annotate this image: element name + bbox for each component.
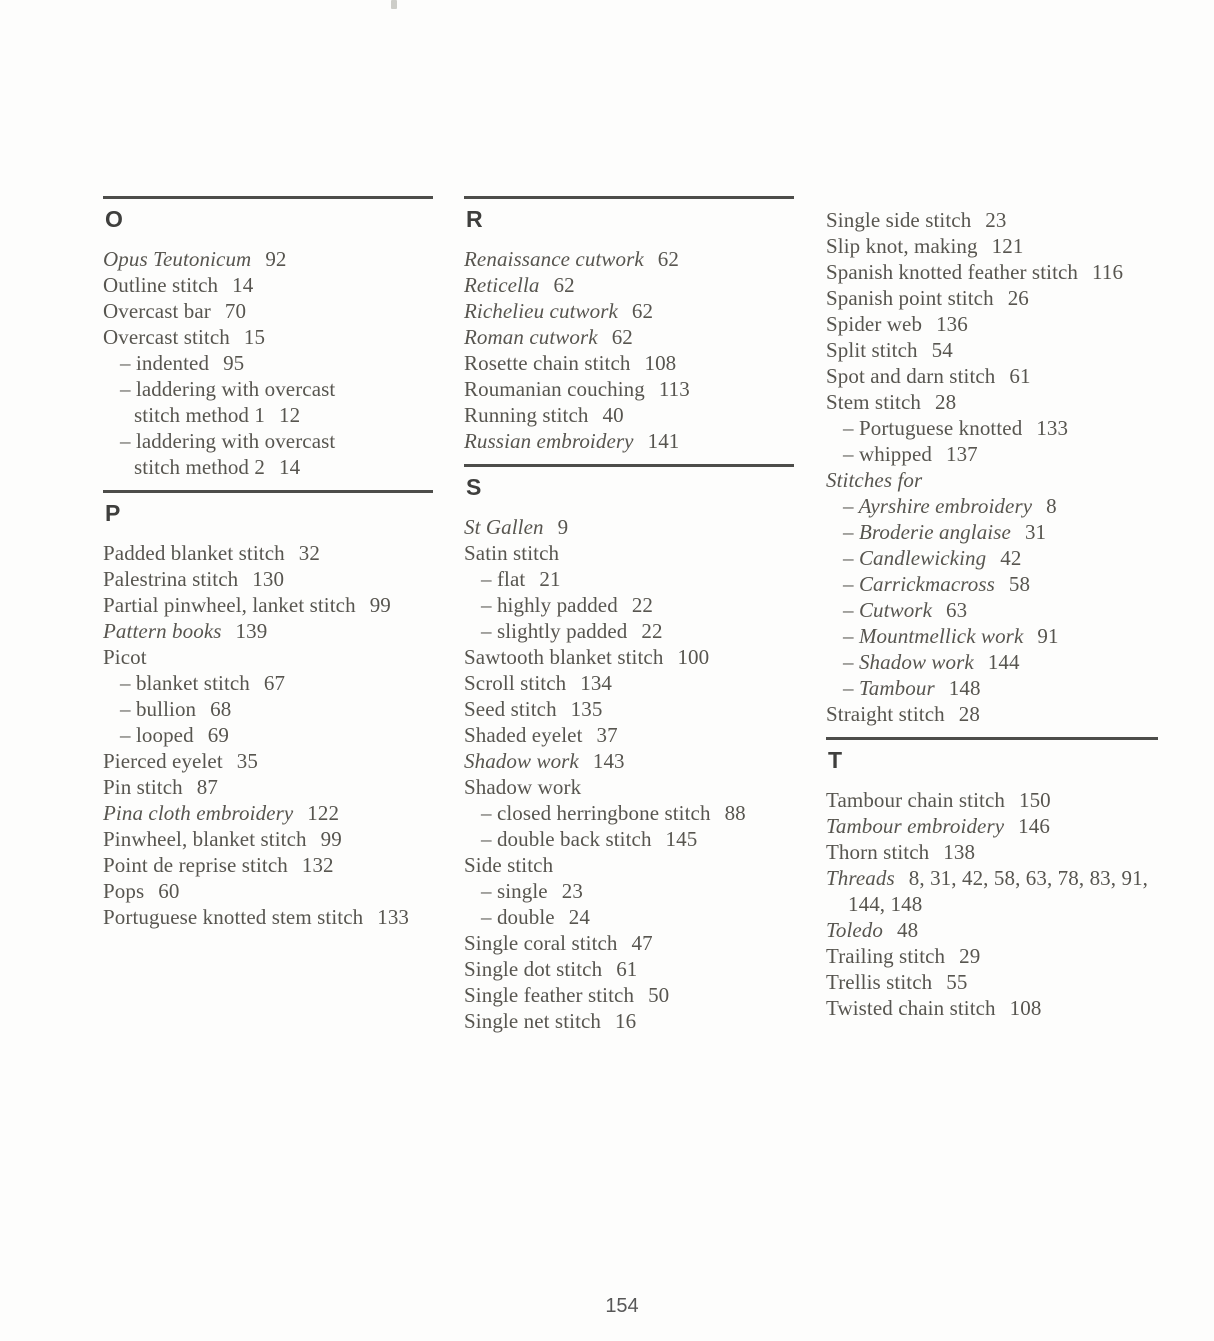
entry-page-number: 14	[279, 455, 301, 479]
index-entry	[103, 540, 433, 566]
entry-page-number: 60	[158, 879, 180, 903]
entry-page-number: 108	[644, 351, 677, 375]
index-entry	[464, 696, 794, 722]
section-letter-heading: S	[466, 474, 482, 500]
entry-text: – laddering with overcast	[120, 377, 336, 401]
index-entry	[826, 415, 1158, 441]
index-entry	[826, 891, 1158, 917]
entry-page-number: 42	[1000, 546, 1022, 570]
entry-text: – bullion	[120, 697, 197, 721]
index-entry	[464, 774, 794, 800]
entry-text: Spider web	[826, 312, 923, 336]
index-entry	[464, 644, 794, 670]
entry-text: Shadow work	[464, 775, 582, 799]
entry-page-number: 54	[931, 338, 953, 362]
entry-page-number: 69	[207, 723, 229, 747]
index-entry	[103, 852, 433, 878]
entry-text: Overcast stitch	[103, 325, 230, 349]
entry-text: Slip knot, making	[826, 234, 978, 258]
entry-page-number: 141	[647, 429, 680, 453]
entry-page-number: 16	[615, 1009, 637, 1033]
index-entry	[464, 956, 794, 982]
entry-page-number: 116	[1092, 260, 1124, 284]
entry-text: Point de reprise stitch	[103, 853, 288, 877]
entry-text: Spot and darn stitch	[826, 364, 996, 388]
index-entry	[826, 839, 1158, 865]
index-entry	[826, 787, 1158, 813]
entry-page-number: 50	[648, 983, 670, 1007]
entry-page-number: 24	[568, 905, 590, 929]
entry-text: Single coral stitch	[464, 931, 618, 955]
entry-page-number: 62	[553, 273, 575, 297]
entry-page-number: 108	[1009, 996, 1042, 1020]
entry-page-number: 8	[1046, 494, 1057, 518]
index-entry	[103, 774, 433, 800]
index-entry	[826, 233, 1158, 259]
entry-text: Pin stitch	[103, 775, 183, 799]
index-entry	[826, 701, 1158, 727]
index-entry	[464, 350, 794, 376]
entry-text: Satin stitch	[464, 541, 560, 565]
index-section-r	[464, 196, 794, 454]
index-entry	[826, 865, 1158, 891]
entry-page-number: 62	[611, 325, 633, 349]
section-divider-rule	[464, 464, 794, 467]
index-entry	[103, 428, 433, 454]
entry-page-number: 67	[263, 671, 286, 695]
entry-text: Overcast bar	[103, 299, 211, 323]
section-divider-rule	[103, 490, 433, 493]
entry-page-number: 143	[592, 749, 625, 773]
index-entry	[826, 311, 1158, 337]
entry-list	[103, 540, 433, 930]
entry-text: Trailing stitch	[826, 944, 946, 968]
entry-page-number: 95	[223, 351, 245, 375]
index-entry	[826, 467, 1158, 493]
index-entry	[826, 207, 1158, 233]
section-letter-heading: O	[105, 206, 124, 232]
entry-text: – Portuguese knotted	[843, 416, 1023, 440]
index-entry	[464, 1008, 794, 1034]
entry-text: – double	[481, 905, 555, 929]
index-entry	[826, 519, 1158, 545]
index-entry	[464, 402, 794, 428]
section-letter-heading: T	[828, 747, 843, 773]
entry-text: – highly padded	[481, 593, 618, 617]
entry-page-number: 61	[616, 957, 638, 981]
index-entry	[464, 592, 794, 618]
index-entry	[103, 566, 433, 592]
entry-text: Single side stitch	[826, 208, 972, 232]
index-entry	[464, 904, 794, 930]
index-entry	[464, 272, 794, 298]
entry-text: Split stitch	[826, 338, 918, 362]
entry-text: Trellis stitch	[826, 970, 933, 994]
entry-page-number: 23	[561, 879, 583, 903]
entry-page-number: 68	[210, 697, 232, 721]
entry-page-number: 22	[641, 619, 663, 643]
entry-text: Pina cloth embroidery	[103, 801, 294, 825]
entry-page-number: 29	[959, 944, 981, 968]
entry-text: Threads	[826, 866, 895, 890]
index-entry	[103, 722, 433, 748]
entry-text: – whipped	[843, 442, 932, 466]
index-entry	[103, 272, 433, 298]
entry-page-number: 113	[658, 377, 690, 401]
entry-text: Partial pinwheel, lanket stitch	[103, 593, 356, 617]
index-entry	[464, 618, 794, 644]
entry-page-number: 28	[958, 702, 980, 726]
entry-page-number: 134	[580, 671, 613, 695]
index-section-p	[103, 490, 433, 930]
entry-text: Palestrina stitch	[103, 567, 239, 591]
entry-text: Tambour chain stitch	[826, 788, 1005, 812]
entry-text: Russian embroidery	[464, 429, 634, 453]
index-entry	[464, 376, 794, 402]
entry-text: Pinwheel, blanket stitch	[103, 827, 307, 851]
index-entry	[464, 800, 794, 826]
entry-page-number: 47	[631, 931, 653, 955]
index-entry	[826, 363, 1158, 389]
entry-text: – laddering with overcast	[120, 429, 336, 453]
entry-text: Richelieu cutwork	[464, 299, 618, 323]
scan-speck-artifact	[391, 0, 397, 9]
entry-page-number: 99	[369, 593, 391, 617]
index-entry	[826, 623, 1158, 649]
entry-text: – blanket stitch	[120, 671, 250, 695]
entry-text: Reticella	[464, 273, 540, 297]
index-entry	[103, 696, 433, 722]
entry-page-number: 70	[224, 299, 247, 323]
entry-text: Pattern books	[103, 619, 222, 643]
entry-text: Outline stitch	[103, 273, 219, 297]
index-entry	[826, 259, 1158, 285]
entry-text: – Shadow work	[843, 650, 974, 674]
entry-text: Single dot stitch	[464, 957, 603, 981]
entry-text: Picot	[103, 645, 147, 669]
entry-page-number: 99	[320, 827, 342, 851]
index-entry	[826, 493, 1158, 519]
index-entry	[826, 675, 1158, 701]
index-entry	[826, 441, 1158, 467]
index-entry	[464, 826, 794, 852]
entry-text: – slightly padded	[481, 619, 628, 643]
entry-text: Sawtooth blanket stitch	[464, 645, 664, 669]
index-entry	[103, 402, 433, 428]
entry-text: Shadow work	[464, 749, 579, 773]
entry-page-number: 87	[196, 775, 218, 799]
entry-text: – Ayrshire embroidery	[843, 494, 1033, 518]
entry-text: Single feather stitch	[464, 983, 635, 1007]
entry-page-number: 88	[724, 801, 746, 825]
entry-text: Pierced eyelet	[103, 749, 223, 773]
index-entry	[826, 571, 1158, 597]
entry-page-number: 35	[236, 749, 258, 773]
index-entry	[464, 298, 794, 324]
index-entry	[826, 969, 1158, 995]
index-entry	[103, 350, 433, 376]
entry-page-number: 148	[948, 676, 981, 700]
entry-list	[464, 246, 794, 454]
section-divider-rule	[464, 196, 794, 199]
entry-text: Opus Teutonicum	[103, 247, 252, 271]
entry-page-number: 48	[897, 918, 919, 942]
entry-page-number: 135	[570, 697, 603, 721]
entry-text: stitch method 2	[134, 455, 265, 479]
entry-text: Portuguese knotted stem stitch	[103, 905, 364, 929]
entry-page-number: 31	[1024, 520, 1047, 544]
entry-text: Stem stitch	[826, 390, 922, 414]
index-column-3	[826, 207, 1158, 1031]
entry-page-number: 12	[279, 403, 301, 427]
entry-page-number: 37	[596, 723, 618, 747]
page-number: 154	[605, 1295, 639, 1317]
entry-page-number: 150	[1018, 788, 1051, 812]
index-entry	[103, 748, 433, 774]
index-entry	[826, 943, 1158, 969]
entry-page-number: 9	[557, 515, 569, 539]
entry-text: Renaissance cutwork	[464, 247, 644, 271]
index-column-2	[464, 196, 794, 1044]
entry-page-number: 100	[677, 645, 710, 669]
section-letter-heading: R	[466, 206, 484, 232]
entry-page-number: 121	[991, 234, 1024, 258]
index-entry	[464, 246, 794, 272]
entry-list	[826, 787, 1158, 1021]
entry-text: – Mountmellick work	[843, 624, 1024, 648]
entry-text: – Tambour	[843, 676, 935, 700]
index-entry	[826, 389, 1158, 415]
index-entry	[103, 376, 433, 402]
entry-page-number: 32	[298, 541, 320, 565]
entry-page-number: 92	[265, 247, 287, 271]
entry-list	[464, 514, 794, 1034]
entry-text: Rosette chain stitch	[464, 351, 631, 375]
entry-page-number: 138	[943, 840, 976, 864]
entry-text: Scroll stitch	[464, 671, 567, 695]
entry-text: Roumanian couching	[464, 377, 645, 401]
index-entry	[103, 246, 433, 272]
entry-text: – double back stitch	[481, 827, 652, 851]
entry-page-number: 146	[1018, 814, 1050, 838]
entry-text: Stitches for	[826, 468, 923, 492]
entry-page-number: 26	[1007, 286, 1029, 310]
index-entry	[103, 592, 433, 618]
section-letter-heading: P	[105, 500, 121, 526]
entry-text: Side stitch	[464, 853, 554, 877]
index-entry	[103, 618, 433, 644]
entry-text: Padded blanket stitch	[103, 541, 285, 565]
entry-page-number: 61	[1009, 364, 1031, 388]
index-entry	[826, 649, 1158, 675]
index-entry	[464, 748, 794, 774]
section-divider-rule	[103, 196, 433, 199]
entry-list	[826, 207, 1158, 727]
index-entry	[464, 540, 794, 566]
entry-text: Toledo	[826, 918, 884, 942]
index-entry	[826, 285, 1158, 311]
entry-page-number: 133	[1036, 416, 1069, 440]
entry-page-number: 21	[539, 567, 561, 591]
entry-page-number: 145	[665, 827, 698, 851]
index-entry	[103, 298, 433, 324]
index-entry	[103, 800, 433, 826]
index-entry	[103, 644, 433, 670]
entry-list	[103, 246, 433, 480]
index-entry	[103, 826, 433, 852]
entry-text: Spanish knotted feather stitch	[826, 260, 1079, 284]
index-entry	[826, 597, 1158, 623]
entry-page-number: 137	[945, 442, 978, 466]
index-entry	[464, 670, 794, 696]
entry-text: – looped	[120, 723, 194, 747]
entry-text: – Carrickmacross	[843, 572, 995, 596]
index-entry	[464, 852, 794, 878]
entry-text: Twisted chain stitch	[826, 996, 996, 1020]
entry-page-number: 55	[946, 970, 968, 994]
entry-text: Shaded eyelet	[464, 723, 583, 747]
entry-text: Straight stitch	[826, 702, 945, 726]
entry-page-number: 40	[602, 403, 624, 427]
index-section-s	[464, 464, 794, 1034]
entry-page-number: 14	[232, 273, 254, 297]
index-entry	[464, 930, 794, 956]
entry-page-number: 130	[252, 567, 285, 591]
entry-text: – flat	[481, 567, 526, 591]
entry-text: Pops	[103, 879, 145, 903]
entry-text: Running stitch	[464, 403, 589, 427]
entry-page-number: 136	[936, 312, 968, 336]
index-entry	[464, 722, 794, 748]
entry-text: Seed stitch	[464, 697, 557, 721]
index-column-1	[103, 196, 433, 940]
index-section-t	[826, 737, 1158, 1021]
entry-text: stitch method 1	[134, 403, 265, 427]
entry-page-number: 133	[377, 905, 410, 929]
entry-page-number: 62	[631, 299, 654, 323]
entry-page-number: 15	[243, 325, 266, 349]
entry-text: St Gallen	[464, 515, 544, 539]
entry-text: Roman cutwork	[464, 325, 598, 349]
index-entry	[103, 904, 433, 930]
entry-text: – indented	[120, 351, 210, 375]
entry-page-number: 122	[307, 801, 340, 825]
index-entry	[826, 337, 1158, 363]
entry-text: Tambour embroidery	[826, 814, 1005, 838]
index-entry	[464, 428, 794, 454]
entry-page-number: 28	[935, 390, 957, 414]
index-entry	[826, 813, 1158, 839]
index-entry	[464, 566, 794, 592]
entry-text: – Cutwork	[843, 598, 932, 622]
entry-page-number: 58	[1008, 572, 1031, 596]
entry-text: – single	[481, 879, 548, 903]
section-divider-rule	[826, 737, 1158, 740]
index-entry	[826, 917, 1158, 943]
entry-text: – closed herringbone stitch	[481, 801, 711, 825]
entry-page-number: 62	[657, 247, 679, 271]
index-section-continued	[826, 207, 1158, 727]
index-entry	[103, 324, 433, 350]
index-entry	[464, 324, 794, 350]
index-entry	[826, 545, 1158, 571]
index-entry	[464, 514, 794, 540]
index-entry	[103, 670, 433, 696]
entry-page-number: 132	[301, 853, 334, 877]
entry-text: Single net stitch	[464, 1009, 602, 1033]
entry-text: 144, 148	[848, 892, 923, 916]
entry-page-number: 8, 31, 42, 58, 63, 78, 83, 91,	[908, 866, 1149, 890]
index-entry	[464, 878, 794, 904]
entry-page-number: 91	[1037, 624, 1059, 648]
entry-page-number: 144	[987, 650, 1020, 674]
index-entry	[464, 982, 794, 1008]
index-entry	[103, 454, 433, 480]
entry-page-number: 23	[985, 208, 1007, 232]
entry-text: Thorn stitch	[826, 840, 930, 864]
entry-text: – Broderie anglaise	[843, 520, 1011, 544]
index-entry	[103, 878, 433, 904]
entry-text: Spanish point stitch	[826, 286, 994, 310]
entry-page-number: 22	[631, 593, 654, 617]
entry-page-number: 139	[235, 619, 268, 643]
index-section-o	[103, 196, 433, 480]
entry-page-number: 63	[946, 598, 968, 622]
entry-text: – Candlewicking	[843, 546, 987, 570]
index-entry	[826, 995, 1158, 1021]
